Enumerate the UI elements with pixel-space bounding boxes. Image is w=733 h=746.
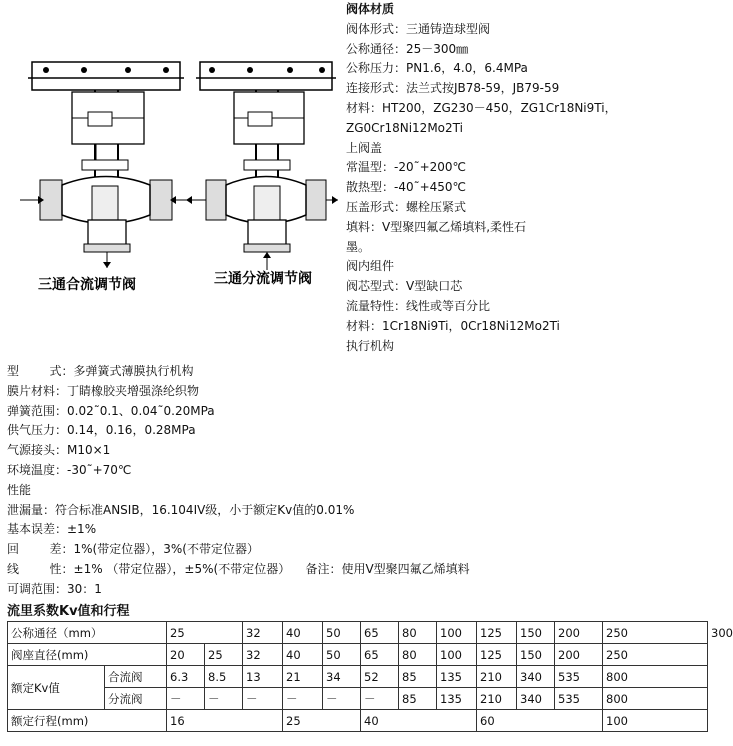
table-cell: 13 bbox=[243, 666, 283, 688]
table-cell: 210 bbox=[477, 688, 517, 710]
spec-lower-column bbox=[7, 362, 707, 600]
table-cell: － bbox=[167, 688, 205, 710]
table-cell: － bbox=[323, 688, 361, 710]
split-valve-drawing bbox=[186, 62, 338, 270]
table-cell: 135 bbox=[437, 688, 477, 710]
spec-line: ZG0Cr18Ni12Mo2Ti bbox=[346, 120, 463, 135]
table-row-kv-split bbox=[8, 688, 708, 710]
table-cell: 85 bbox=[399, 688, 437, 710]
kv-table bbox=[7, 621, 733, 732]
spec-line: 线 性：±1% （带定位器），±5%(不带定位器） 备注：使用V型聚四氟乙烯填料 bbox=[7, 561, 470, 576]
spec-line: 回 差：1%(带定位器），3%(不带定位器） bbox=[7, 542, 259, 557]
table-row-seat bbox=[8, 644, 708, 666]
spec-line: 材料：HT200，ZG230－450，ZG1Cr18Ni9Ti， bbox=[346, 100, 617, 115]
kv-table-title: 流里系数Kv值和行程 bbox=[7, 604, 130, 619]
spec-line: 常温型：-20˜+200℃ bbox=[346, 160, 467, 175]
row-label: 公称通径（mm） bbox=[8, 622, 167, 644]
spec-line: 阀芯型式：V型缺口芯 bbox=[346, 279, 463, 294]
caption-merge-valve: 三通合流调节阀 bbox=[38, 277, 136, 293]
table-cell: 250 bbox=[603, 622, 708, 644]
table-cell: － bbox=[361, 688, 399, 710]
spec-line: 泄漏量：符合标准ANSIB，16.104IV级，小于额定Kv值的0.01% bbox=[7, 502, 355, 517]
row-label: 阀座直径(mm) bbox=[8, 644, 167, 666]
caption-split-valve: 三通分流调节阀 bbox=[214, 271, 312, 287]
table-cell: 135 bbox=[437, 666, 477, 688]
table-cell: 100 bbox=[437, 644, 477, 666]
table-cell: 21 bbox=[283, 666, 323, 688]
table-cell: 250 bbox=[603, 644, 708, 666]
valve-illustration bbox=[0, 0, 340, 300]
spec-line: 填料：V型聚四氟乙烯填料,柔性石墨。 bbox=[346, 219, 527, 254]
table-cell: 40 bbox=[283, 622, 323, 644]
table-cell: 6.3 bbox=[167, 666, 205, 688]
table-cell: 8.5 bbox=[205, 666, 243, 688]
table-row-nominal: 公称通径（mm） 25 32 40 50 65 80 100 125 150 200 250 300 bbox=[8, 622, 708, 644]
table-cell: 150 bbox=[517, 622, 555, 644]
row-label: 额定Kv值 bbox=[8, 666, 105, 710]
table-cell: 200 bbox=[555, 644, 603, 666]
row-sublabel: 合流阀 bbox=[105, 666, 167, 688]
table-cell: 800 bbox=[603, 688, 708, 710]
table-cell: － bbox=[205, 688, 243, 710]
table-row-travel bbox=[8, 710, 708, 732]
table-cell: 535 bbox=[555, 688, 603, 710]
section-heading-trim: 阀内组件 bbox=[346, 259, 395, 274]
table-cell: 32 bbox=[243, 622, 283, 644]
table-cell: 52 bbox=[361, 666, 399, 688]
table-cell: 100 bbox=[437, 622, 477, 644]
table-cell: 65 bbox=[361, 622, 399, 644]
table-cell: 125 bbox=[477, 622, 517, 644]
spec-line: 供气压力：0.14，0.16，0.28MPa bbox=[7, 423, 196, 438]
spec-line: 弹簧范围：0.02˜0.1、0.04˜0.20MPa bbox=[7, 403, 215, 418]
table-cell: 60 bbox=[477, 710, 603, 732]
spec-line: 压盖形式：螺栓压紧式 bbox=[346, 199, 467, 214]
spec-line: 公称通径：25－300㎜ bbox=[346, 41, 469, 56]
table-cell: 34 bbox=[323, 666, 361, 688]
table-cell: 125 bbox=[477, 644, 517, 666]
spec-line: 流量特性：线性或等百分比 bbox=[346, 298, 491, 313]
table-cell: 80 bbox=[399, 622, 437, 644]
row-sublabel: 分流阀 bbox=[105, 688, 167, 710]
table-cell: 150 bbox=[517, 644, 555, 666]
section-heading-valve-body: 阀体材质 bbox=[346, 2, 395, 16]
section-heading-performance: 性能 bbox=[7, 482, 32, 497]
table-cell: 50 bbox=[323, 644, 361, 666]
spec-line: 材料：1Cr18Ni9Ti，0Cr18Ni12Mo2Ti bbox=[346, 318, 560, 333]
table-cell: 40 bbox=[283, 644, 323, 666]
table-cell: 32 bbox=[243, 644, 283, 666]
spec-line: 公称压力：PN1.6，4.0，6.4MPa bbox=[346, 61, 528, 76]
table-cell: 200 bbox=[555, 622, 603, 644]
table-cell: 100 bbox=[603, 710, 708, 732]
spec-line: 散热型：-40˜+450℃ bbox=[346, 180, 467, 195]
table-cell: 80 bbox=[399, 644, 437, 666]
table-cell: 65 bbox=[361, 644, 399, 666]
spec-line: 可调范围：30：1 bbox=[7, 581, 102, 596]
spec-line: 连接形式：法兰式按JB78-59，JB79-59 bbox=[346, 81, 560, 96]
spec-line: 型 式：多弹簧式薄膜执行机构 bbox=[7, 364, 194, 378]
table-cell: 16 bbox=[167, 710, 283, 732]
table-cell: 85 bbox=[399, 666, 437, 688]
table-cell: － bbox=[243, 688, 283, 710]
spec-line: 气源接头：M10×1 bbox=[7, 443, 111, 458]
table-cell: 25 bbox=[283, 710, 361, 732]
table-cell: 20 bbox=[167, 644, 205, 666]
section-heading-actuator: 执行机构 bbox=[346, 338, 395, 353]
spec-line: 膜片材料：丁睛橡胶夹增强涤纶织物 bbox=[7, 383, 200, 398]
merge-valve-drawing bbox=[20, 62, 190, 268]
table-cell: 40 bbox=[361, 710, 477, 732]
section-heading-bonnet: 上阀盖 bbox=[346, 140, 383, 155]
spec-line: 基本误差：±1% bbox=[7, 522, 97, 537]
row-label: 额定行程(mm) bbox=[8, 710, 167, 732]
table-cell: 800 bbox=[603, 666, 708, 688]
table-cell: 340 bbox=[517, 688, 555, 710]
table-cell: 210 bbox=[477, 666, 517, 688]
spec-line: 阀体形式：三通铸造球型阀 bbox=[346, 21, 491, 36]
spec-line: 环境温度：-30˜+70℃ bbox=[7, 462, 132, 477]
spec-right-column bbox=[346, 0, 706, 356]
table-cell: 535 bbox=[555, 666, 603, 688]
table-cell: 50 bbox=[323, 622, 361, 644]
table-cell: 25 bbox=[205, 644, 243, 666]
table-cell: － bbox=[283, 688, 323, 710]
table-cell: 340 bbox=[517, 666, 555, 688]
table-row-kv-merge bbox=[8, 666, 708, 688]
table-cell: 25 bbox=[167, 622, 243, 644]
